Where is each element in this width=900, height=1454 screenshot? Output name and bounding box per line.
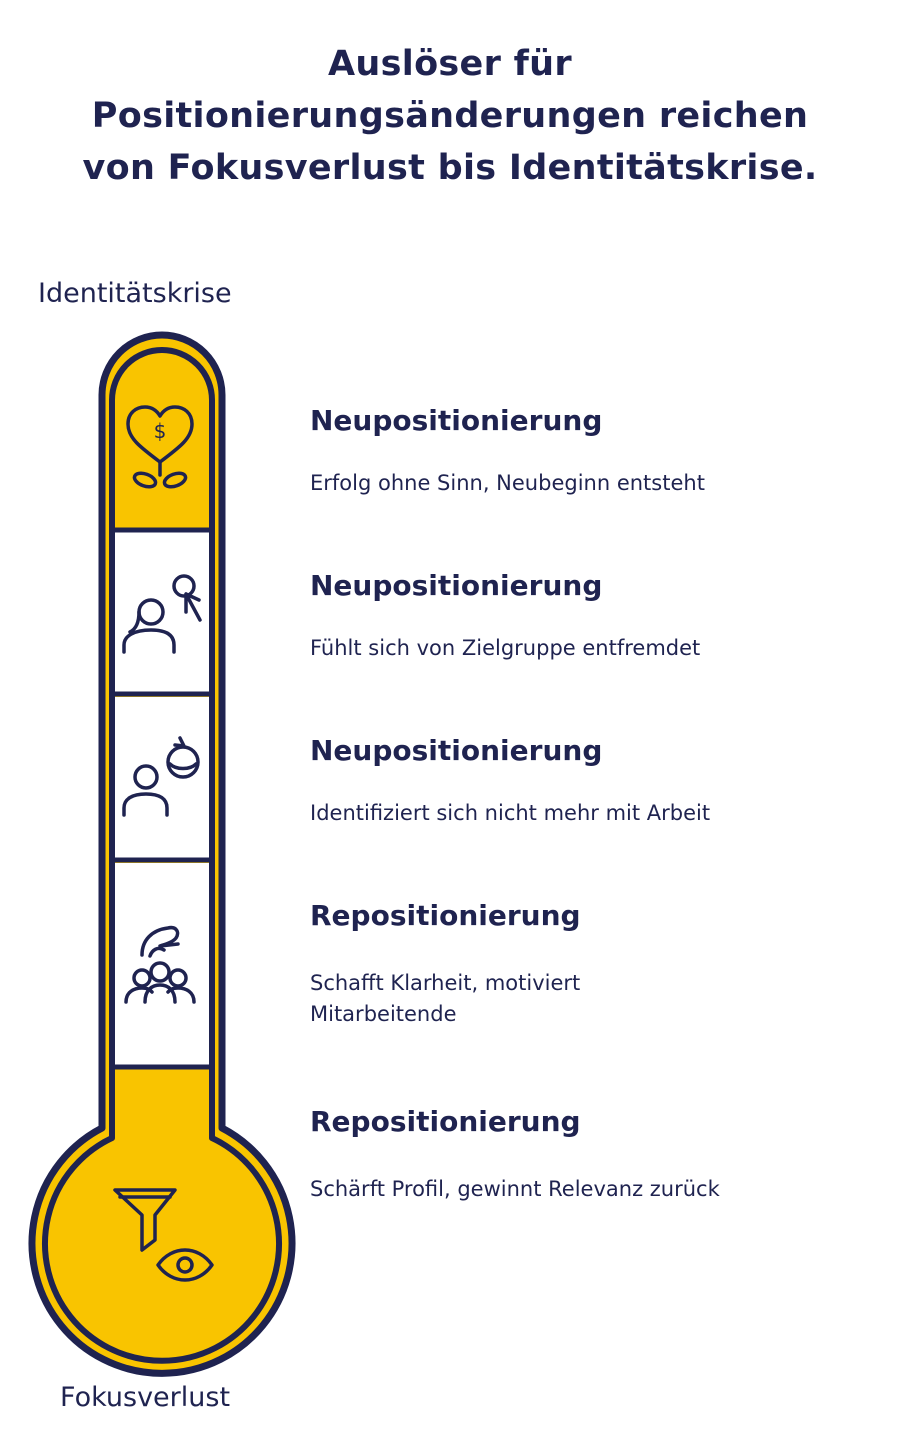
svg-text:$: $ [153, 419, 167, 443]
level-item-5 [310, 1104, 870, 1205]
level-description: Schärft Profil, gewinnt Relevanz zurück [310, 1177, 720, 1201]
level-item-2 [310, 568, 870, 664]
title-line-3: von Fokusverlust bis Identitätskrise. [82, 148, 818, 188]
level-heading: Neupositionierung [310, 734, 603, 767]
scale-top-label: Identitätskrise [38, 278, 232, 309]
level-item-3 [310, 733, 870, 829]
title-line-2: Positionierungsänderungen reichen [91, 96, 809, 136]
level-heading: Neupositionierung [310, 404, 603, 437]
level-description: Erfolg ohne Sinn, Neubeginn entsteht [310, 471, 705, 495]
scale-bottom-label: Fokusverlust [60, 1382, 231, 1413]
level-description: Identifiziert sich nicht mehr mit Arbeit [310, 801, 711, 825]
level-item-4 [310, 898, 870, 1030]
level-heading: Repositionierung [310, 1105, 581, 1138]
level-item-1 [310, 403, 870, 499]
level-description: Fühlt sich von Zielgruppe entfremdet [310, 636, 701, 660]
level-description: Schafft Klarheit, motiviert Mitarbeitende [310, 971, 581, 1026]
level-heading: Neupositionierung [310, 569, 603, 602]
title-line-1: Auslöser für [328, 44, 572, 84]
level-segment-3 [115, 697, 209, 858]
level-heading: Repositionierung [310, 899, 581, 932]
